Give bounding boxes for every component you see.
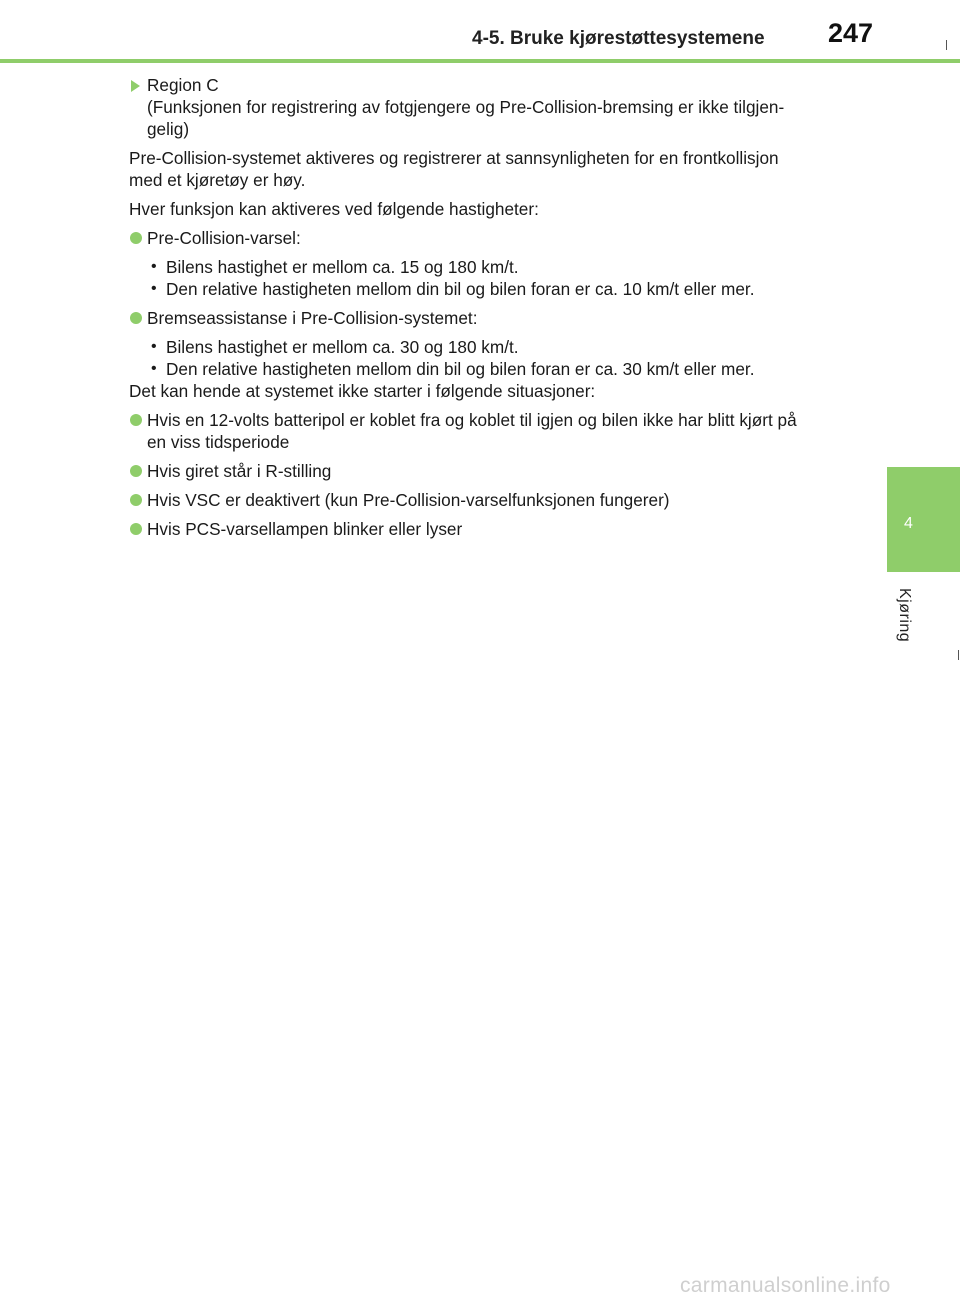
region-c-title: Region C (147, 75, 219, 95)
bullet-icon (130, 414, 142, 426)
dot-icon: • (151, 258, 157, 275)
dot-icon: • (151, 280, 157, 297)
function-item (129, 307, 851, 329)
region-c-item (129, 74, 851, 140)
speed-condition-list (129, 256, 851, 300)
function-item (129, 227, 851, 249)
section-title: 4-5. Bruke kjørestøttesystemene (472, 28, 765, 49)
situation-item (129, 409, 851, 453)
speed-condition-text: Bilens hastighet er mellom ca. 30 og 180 km/t. (166, 337, 519, 357)
situation-item (129, 460, 851, 482)
page-content (129, 74, 851, 547)
situation-text: Hvis VSC er deaktivert (kun Pre-Collision-varselfunksjonen fungerer) (147, 490, 670, 510)
speeds-intro: Hver funksjon kan aktiveres ved følgende hastigheter: (129, 199, 539, 219)
situation-text: Hvis PCS-varsellampen blinker eller lyser (147, 519, 463, 539)
function-label: Bremseassistanse i Pre-Collision-systemet: (147, 308, 478, 328)
situations-intro: Det kan hende at systemet ikke starter i følgende situasjoner: (129, 381, 596, 401)
bullet-icon (130, 312, 142, 324)
bullet-icon (130, 494, 142, 506)
intro-paragraph (129, 147, 851, 191)
crop-mark (958, 650, 959, 660)
bullet-icon (130, 465, 142, 477)
speed-condition-text: Den relative hastigheten mellom din bil og bilen foran er ca. 10 km/t eller mer. (166, 279, 755, 299)
watermark: carmanualsonline.info (680, 1274, 891, 1297)
chapter-tab[interactable] (887, 467, 960, 572)
header-rule (0, 59, 960, 63)
speed-condition (129, 336, 851, 358)
situation-item (129, 489, 851, 511)
intro-line: med et kjøretøy er høy. (129, 170, 306, 190)
situation-text: Hvis giret står i R-stilling (147, 461, 332, 481)
speed-condition-text: Bilens hastighet er mellom ca. 15 og 180 km/t. (166, 257, 519, 277)
arrow-right-icon (131, 80, 140, 92)
page-number: 247 (828, 18, 874, 48)
intro-line: Pre-Collision-systemet aktiveres og registrerer at sannsynligheten for en frontkollisjon (129, 148, 779, 168)
bullet-icon (130, 232, 142, 244)
speed-condition (129, 358, 851, 380)
bullet-icon (130, 523, 142, 535)
region-c-note-line: (Funksjonen for registrering av fotgjengere og Pre-Collision-bremsing er ikke tilgjen- (147, 97, 785, 117)
speed-condition-list (129, 336, 851, 380)
speed-condition (129, 278, 851, 300)
crop-mark (946, 40, 947, 50)
situation-item (129, 518, 851, 540)
dot-icon: • (151, 360, 157, 377)
dot-icon: • (151, 338, 157, 355)
function-label: Pre-Collision-varsel: (147, 228, 301, 248)
chapter-label: Kjøring (896, 588, 913, 643)
chapter-number: 4 (904, 515, 913, 532)
situation-text: Hvis en 12-volts batteripol er koblet fra og koblet til igjen og bilen ikke har blitt kjørt på (147, 410, 797, 430)
region-c-note-line: gelig) (147, 119, 190, 139)
situation-text: en viss tidsperiode (147, 432, 290, 452)
speed-condition-text: Den relative hastigheten mellom din bil og bilen foran er ca. 30 km/t eller mer. (166, 359, 755, 379)
speed-condition (129, 256, 851, 278)
